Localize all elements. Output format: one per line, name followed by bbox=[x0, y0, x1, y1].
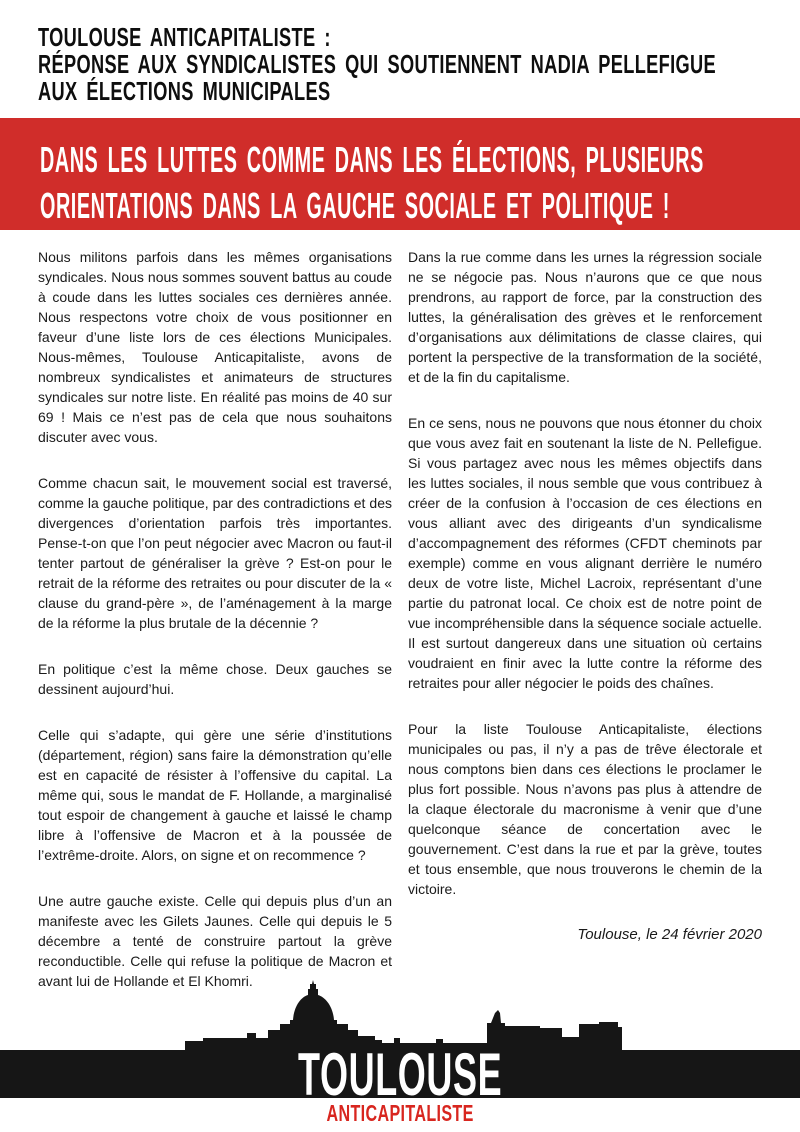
left-column bbox=[38, 247, 392, 1017]
body-text bbox=[38, 247, 762, 1017]
body-paragraph: En politique c’est la même chose. Deux gauches se dessinent aujourd’hui. bbox=[38, 661, 392, 697]
right-column bbox=[408, 247, 762, 1017]
headline-banner bbox=[0, 118, 800, 230]
anticapitaliste-wordmark: ANTICAPITALISTE bbox=[326, 1100, 474, 1126]
toulouse-wordmark bbox=[0, 1040, 800, 1108]
anticapitaliste-wordmark-row bbox=[0, 1100, 800, 1127]
title-line-3: AUX ÉLECTIONS MUNICIPALES bbox=[38, 76, 331, 106]
page-title bbox=[38, 24, 800, 105]
body-paragraph: Pour la liste Toulouse Anticapitaliste, élections municipales ou pas, il n’y a pas de trêve électorale et nous comptons bien dans ces élections le proclamer le plus fort possible. Nous n’avons pas plus à attendre de la claque électorale du macronisme à venir que d’une quelconque séance de concertation avec le gouvernement. C’est dans la rue et par la grève, toutes et tous ensemble, que nous trouverons le chemin de la victoire. bbox=[408, 721, 762, 897]
body-paragraph: Celle qui s’adapte, qui gère une série d’institutions (département, région) sans faire la démonstration qu’elle est en capacité de résister à l’offensive du capital. La même qui, sous le mandat de F. Hollande, a marginalisé tout espoir de changement à gauche et laissé le champ libre à l’offensive de Macron et à la poussée de l’extrême-droite. Alors, on signe et on recommence ? bbox=[38, 727, 392, 863]
body-paragraph: Nous militons parfois dans les mêmes organisations syndicales. Nous nous sommes souvent battus au coude à coude dans les luttes sociales ces dernières année. Nous respectons votre choix de vous positionner en faveur d’une liste lors de ces élections Municipales. Nous-mêmes, Toulouse Anticapitaliste, avons de nombreux syndicalistes et animateurs de structures syndicales sur notre liste. En réalité pas moins de 40 sur 69 ! Mais ce n’est pas de cela que nous souhaitons discuter avec vous. bbox=[38, 249, 392, 445]
body-paragraph: En ce sens, nous ne pouvons que nous étonner du choix que vous avez fait en soutenant la liste de N. Pellefigue. Si vous partagez avec nous les mêmes objectifs dans les luttes sociales, il nous semble que vous contribuez à créer de la confusion à l’occasion de ces élections en vous alliant avec des dirigeants d’un syndicalisme d’accompagnement des réformes (CFDT cheminots par exemple) comme en vous alignant derrière le numéro deux de votre liste, Michel Lacroix, représentant d’une partie du patronat local. Ce choix est de notre point de vue incompréhensible dans la séquence sociale actuelle. Il est surtout dangereux dans une situation où certains voudraient en finir avec la lutte contre la réforme des retraites pour aller négocier le poids des chaînes. bbox=[408, 415, 762, 691]
toulouse-wordmark-text: TOULOUSE bbox=[297, 1040, 503, 1108]
body-paragraph: Dans la rue comme dans les urnes la régression sociale ne se négocie pas. Nous n’aurons que ce que nous prendrons, au rapport de force, par la construction des luttes, la généralisation des grèves et le renforcement d’organisations aux délimitations de classe claires, qui portent la perspective de la transformation de la société, et de la fin du capitalisme. bbox=[408, 249, 762, 385]
body-paragraph: Comme chacun sait, le mouvement social est traversé, comme la gauche politique, par des contradictions et des divergences d’orientation parfois très importantes. Pense-t-on que l’on peut négocier avec Macron ou faut-il tenter partout de généraliser la grève ? Est-on pour le retrait de la réforme des retraites ou pour discuter de la « clause du grand-père », de l’aménagement à la marge de la réforme la plus brutale de la décennie ? bbox=[38, 475, 392, 631]
signature-date: Toulouse, le 24 février 2020 bbox=[577, 926, 762, 943]
title-line-1: TOULOUSE ANTICAPITALISTE : bbox=[38, 22, 331, 52]
body-paragraph: Une autre gauche existe. Celle qui depuis plus d’un an manifeste avec les Gilets Jaunes. Celle qui depuis le 5 décembre a tenté de construire partout la grève reconductible. Celle qui refuse la politique de Macron et avant lui de Hollande et El Khomri. bbox=[38, 893, 392, 989]
banner-line-2: ORIENTATIONS DANS LA GAUCHE SOCIALE ET POLITIQUE ! bbox=[40, 185, 670, 226]
banner-line-1: DANS LES LUTTES COMME DANS LES ÉLECTIONS, PLUSIEURS bbox=[40, 139, 704, 180]
title-line-2: RÉPONSE AUX SYNDICALISTES QUI SOUTIENNENT NADIA PELLEFIGUE bbox=[38, 49, 717, 79]
